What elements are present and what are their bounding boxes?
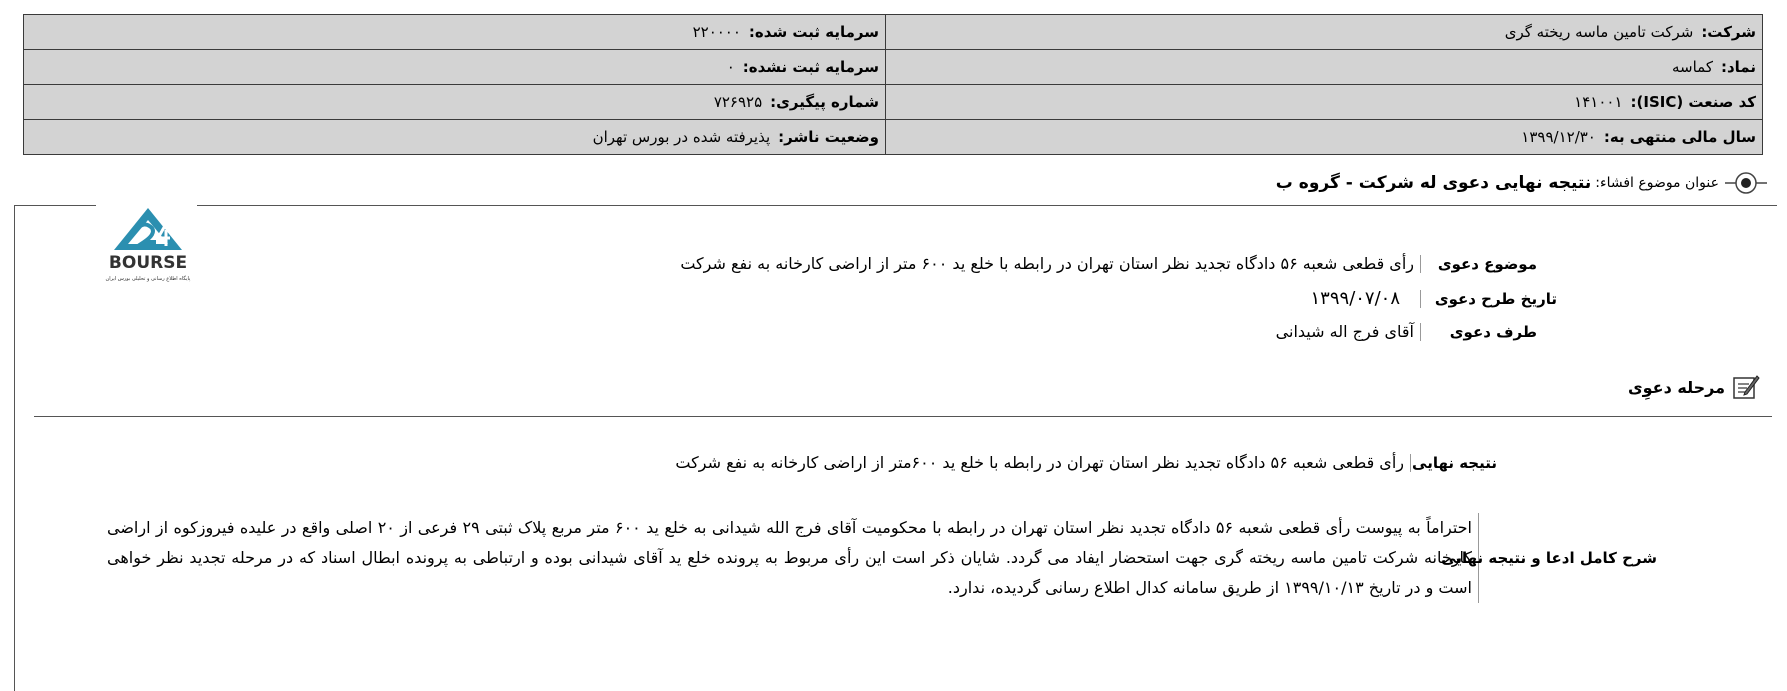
symbol-label: نماد: (1720, 58, 1756, 76)
publisher-status-cell (24, 120, 886, 155)
symbol-cell (886, 50, 1763, 85)
subject-value: نتیجه نهایی دعوی له شرکت - گروه ب (1275, 173, 1592, 193)
capital-registered-cell (24, 15, 886, 50)
claim-date-row (1311, 288, 1557, 309)
claim-subject-value: رأی قطعی شعبه ۵۶ دادگاه تجدید نظر استان تهران در رابطه با خلع ید ۶۰۰ متر از اراضی کارخانه به نفع شرکت (680, 254, 1414, 273)
claim-party-value: آقای فرج اله شیدانی (1275, 322, 1414, 341)
claim-party-row (1276, 322, 1537, 341)
edit-document-icon (1731, 372, 1761, 402)
company-value: شرکت تامین ماسه ریخته گری (1504, 23, 1694, 41)
final-result-row (675, 453, 1497, 472)
stage-title: مرحله دعوِی (1627, 377, 1725, 397)
claim-stage-heading (1628, 372, 1761, 402)
claim-date-value: ۱۳۹۹/۰۷/۰۸ (1310, 288, 1400, 309)
claim-party-label: طرف دعوی (1420, 323, 1537, 341)
info-row (24, 50, 1763, 85)
fiscal-year-cell (886, 120, 1763, 155)
info-row (24, 85, 1763, 120)
isic-label: کد صنعت (ISIC): (1630, 93, 1756, 111)
panel-top-border-right (197, 205, 1777, 206)
final-result-label: نتیجه نهایی (1410, 454, 1497, 472)
panel-left-border (14, 205, 15, 691)
logo-text: BOURSE (108, 253, 188, 273)
fiscal-year-label: سال مالی منتهی به: (1603, 128, 1756, 146)
fiscal-year-value: ۱۳۹۹/۱۲/۳۰ (1521, 128, 1596, 146)
logo-subtext: پایگاه اطلاع رسانی و تحلیلی بورس ایران (105, 276, 191, 282)
publisher-status-value: پذیرفته شده در بورس تهران (592, 128, 771, 146)
tracking-label: شماره پیگیری: (770, 93, 879, 111)
info-row (24, 120, 1763, 155)
capital-registered-value: ۲۲۰۰۰۰ (692, 23, 741, 41)
isic-cell (886, 85, 1763, 120)
company-cell (886, 15, 1763, 50)
tracking-value: ۷۲۶۹۲۵ (713, 93, 763, 111)
capital-unregistered-label: سرمایه ثبت نشده: (742, 58, 879, 76)
full-description-row (107, 513, 1657, 603)
claim-subject-label: موضوع دعوی (1420, 255, 1537, 273)
full-description-label: شرح کامل ادعا و نتیجه نهایی (1478, 513, 1657, 603)
info-row (24, 15, 1763, 50)
company-label: شرکت: (1701, 23, 1756, 41)
claim-subject-row (680, 254, 1537, 273)
stage-divider (34, 416, 1772, 417)
capital-unregistered-cell (24, 50, 886, 85)
full-description-value: احتراماً به پیوست رأی قطعی شعبه ۵۶ دادگاه تجدید نظر استان تهران در رابطه با محکومیت آقای فرج الله شیدانی به خلع ید ۶۰۰ متر مربع پلاک ثبتی ۲۹ فرعی از ۲۰ اصلی واقع در علیده فیروزکوه از اراضی کارخانه شرکت تامین ماسه ریخته گری جهت استحضار ایفاد می گردد. شایان ذکر است این رأی مربوط به پرونده خلع ید آقای شیدانی بوده و ارتباطی به پرونده ابطال اسناد که در مرحله تجدید نظر خواهی است و در تاریخ ۱۳۹۹/۱۰/۱۳ از طریق سامانه کدال اطلاع رسانی گردیده، ندارد. (107, 518, 1473, 597)
panel-top-border-left (14, 205, 96, 206)
capital-registered-label: سرمایه ثبت شده: (748, 23, 879, 41)
final-result-value: رأی قطعی شعبه ۵۶ دادگاه تجدید نظر استان تهران در رابطه با خلع ید ۶۰۰متر از اراضی کارخانه به نفع شرکت (675, 453, 1404, 472)
subject-label: عنوان موضوع افشاء: (1595, 175, 1719, 191)
symbol-value: کماسه (1671, 58, 1713, 76)
claim-date-label: تاریخ طرح دعوی (1420, 290, 1557, 308)
publisher-status-label: وضعیت ناشر: (778, 128, 879, 146)
company-info-table (23, 14, 1763, 155)
target-icon (1725, 166, 1767, 200)
capital-unregistered-value: ۰ (726, 58, 735, 76)
disclosure-subject (1276, 166, 1767, 200)
tracking-cell (24, 85, 886, 120)
bourse24-logo (100, 206, 196, 286)
isic-value: ۱۴۱۰۰۱ (1574, 93, 1623, 111)
